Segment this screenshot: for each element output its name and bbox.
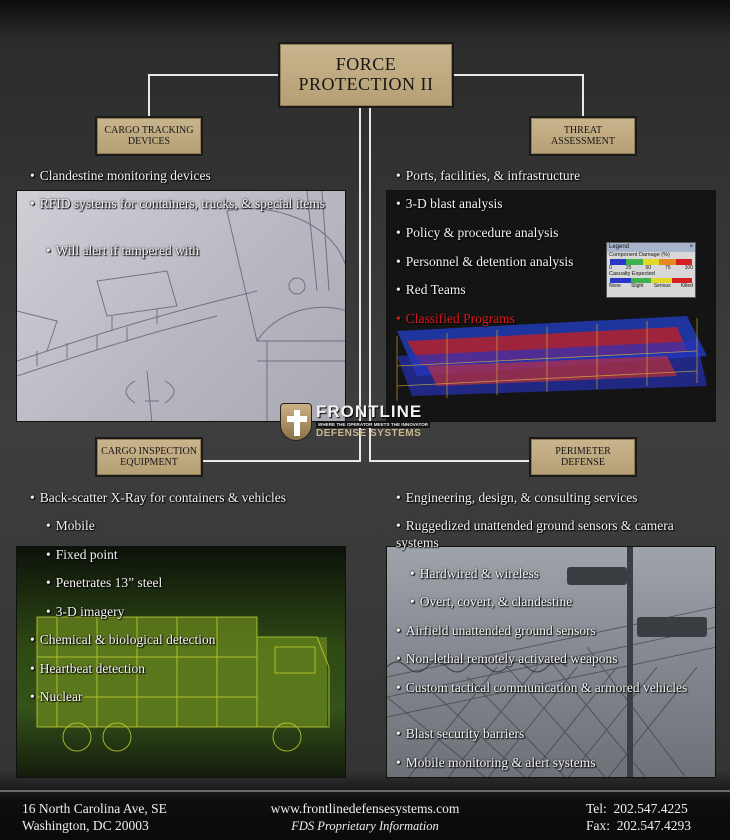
legend-component-label: Component Damage (%): [609, 252, 670, 258]
label-line: PERIMETER: [555, 446, 611, 457]
bullet-text: Chemical & biological detection: [39, 632, 216, 647]
bullet-text: Red Teams: [405, 282, 466, 297]
connector-line: [454, 74, 584, 76]
sketch-drawing: [17, 191, 346, 422]
legend-tick: 25: [625, 265, 632, 271]
frontline-logo: [280, 403, 450, 441]
bullet-text: Blast security barriers: [405, 726, 525, 741]
list-item: • Policy & procedure analysis: [396, 225, 559, 240]
list-item: • RFID systems for containers, trucks, & special items: [30, 196, 326, 211]
legend-tick: Slight: [631, 283, 644, 289]
footer-website-link[interactable]: www.frontlinedefensesystems.com: [270, 801, 460, 816]
list-item: • Mobile monitoring & alert systems: [396, 755, 596, 770]
bullet-text: Ruggedized unattended ground sensors & camera systems: [396, 518, 674, 550]
bullet-text: Overt, covert, & clandestine: [419, 594, 573, 609]
connector-line: [582, 74, 584, 116]
footer-divider: [0, 790, 730, 792]
bullet-text: Will alert if tampered with: [55, 243, 200, 258]
list-item: • 3-D imagery: [46, 604, 125, 619]
list-item: • Red Teams: [396, 282, 466, 297]
bullet-text: Back-scatter X-Ray for containers & vehicles: [39, 490, 287, 505]
bullet-text: Non-lethal remotely activated weapons: [405, 651, 618, 666]
list-item: • Will alert if tampered with: [46, 243, 200, 258]
bullet-text: Policy & procedure analysis: [405, 225, 559, 240]
bullet-text: Nuclear: [39, 689, 83, 704]
bullet-text: Mobile monitoring & alert systems: [405, 755, 596, 770]
list-item: • Engineering, design, & consulting services: [396, 490, 638, 505]
damage-legend: [606, 242, 696, 298]
bullet-text: Airfield unattended ground sensors: [405, 623, 596, 638]
list-item: • Chemical & biological detection: [30, 632, 216, 647]
label-line: DEVICES: [127, 136, 171, 147]
title-line-2: PROTECTION II: [298, 74, 434, 94]
bullet-text: Custom tactical communication & armored vehicles: [405, 680, 688, 695]
list-item: • Non-lethal remotely activated weapons: [396, 651, 618, 666]
legend-tick: 50: [645, 265, 651, 271]
list-item: • Penetrates 13” steel: [46, 575, 163, 590]
legend-tick: 100: [684, 265, 693, 271]
label-line: ASSESSMENT: [551, 136, 615, 147]
bullet-text: Penetrates 13” steel: [55, 575, 163, 590]
cargo-tracking-sketch-image: [16, 190, 346, 422]
bullet-text: Classified Programs: [405, 311, 515, 326]
connector-line: [369, 460, 529, 462]
bullet-text: Clandestine monitoring devices: [39, 168, 211, 183]
page-title: [278, 42, 454, 108]
label-line: CARGO TRACKING: [104, 125, 194, 136]
legend-casualty-bar: [610, 278, 692, 283]
legend-tick: None: [609, 283, 621, 289]
list-item: • Airfield unattended ground sensors: [396, 623, 596, 638]
connector-line: [148, 74, 278, 76]
footer-address-line-2: Washington, DC 20003: [22, 818, 149, 833]
list-item: • Nuclear: [30, 689, 83, 704]
legend-tick: 0: [609, 265, 612, 271]
list-item: • Ruggedized unattended ground sensors & camera systems: [396, 518, 674, 550]
list-item: • Mobile: [46, 518, 95, 533]
bullet-text: Fixed point: [55, 547, 118, 562]
legend-title-bar: [607, 243, 695, 252]
footer-address-line-1: 16 North Carolina Ave, SE: [22, 801, 167, 816]
title-line-1: FORCE: [335, 54, 397, 75]
bullet-text: RFID systems for containers, trucks, & special items: [39, 196, 326, 211]
bullet-text: Mobile: [55, 518, 95, 533]
legend-component-bar: [610, 259, 692, 265]
footer-proprietary: FDS Proprietary Information: [291, 819, 439, 833]
list-item: • Ports, facilities, & infrastructure: [396, 168, 581, 183]
label-line: DEFENSE: [561, 457, 605, 468]
label-line: CARGO INSPECTION: [101, 446, 197, 457]
footer-tel: Tel: 202.547.4225: [586, 801, 688, 816]
legend-casualty-ticks: [609, 283, 693, 289]
bullet-text: Hardwired & wireless: [419, 566, 539, 581]
logo-sub: DEFENSE SYSTEMS: [316, 428, 422, 439]
label-line: EQUIPMENT: [120, 457, 178, 468]
legend-tick: Serious: [653, 283, 671, 289]
legend-title: Legend: [609, 244, 630, 250]
close-icon: ×: [689, 244, 693, 250]
list-item: • Blast security barriers: [396, 726, 525, 741]
legend-tick: Killed: [680, 283, 693, 289]
bullet-text: Engineering, design, & consulting services: [405, 490, 638, 505]
legend-tick: 75: [665, 265, 671, 271]
bullet-text: Heartbeat detection: [39, 661, 146, 676]
bullet-text: Personnel & detention analysis: [405, 254, 574, 269]
list-item: • Personnel & detention analysis: [396, 254, 574, 269]
list-item: • Hardwired & wireless: [410, 566, 539, 581]
cargo-tracking-label: [95, 116, 203, 156]
threat-assessment-label: [529, 116, 637, 156]
list-item: • Classified Programs: [396, 311, 515, 326]
logo-name: FRONTLINE: [316, 402, 423, 421]
footer-fax: Fax: 202.547.4293: [586, 818, 692, 833]
list-item: • 3-D blast analysis: [396, 196, 503, 211]
list-item: • Fixed point: [46, 547, 118, 562]
list-item: • Overt, covert, & clandestine: [410, 594, 573, 609]
cargo-inspection-label: [95, 437, 203, 477]
bullet-text: 3-D blast analysis: [405, 196, 503, 211]
bullet-text: Ports, facilities, & infrastructure: [405, 168, 581, 183]
perimeter-defense-label: [529, 437, 637, 477]
connector-line: [202, 460, 361, 462]
list-item: • Clandestine monitoring devices: [30, 168, 211, 183]
legend-swatch: [610, 259, 626, 265]
bullet-text: 3-D imagery: [55, 604, 125, 619]
connector-line: [148, 74, 150, 116]
list-item: • Back-scatter X-Ray for containers & vehicles: [30, 490, 287, 505]
list-item: • Custom tactical communication & armored vehicles: [396, 680, 688, 695]
logo-tagline: WHERE THE OPERATOR MEETS THE INNOVATOR: [318, 422, 429, 427]
label-line: THREAT: [563, 125, 603, 136]
legend-casualty-label: Casualty Expected: [609, 271, 655, 277]
list-item: • Heartbeat detection: [30, 661, 146, 676]
shield-cross-icon: [280, 403, 312, 441]
